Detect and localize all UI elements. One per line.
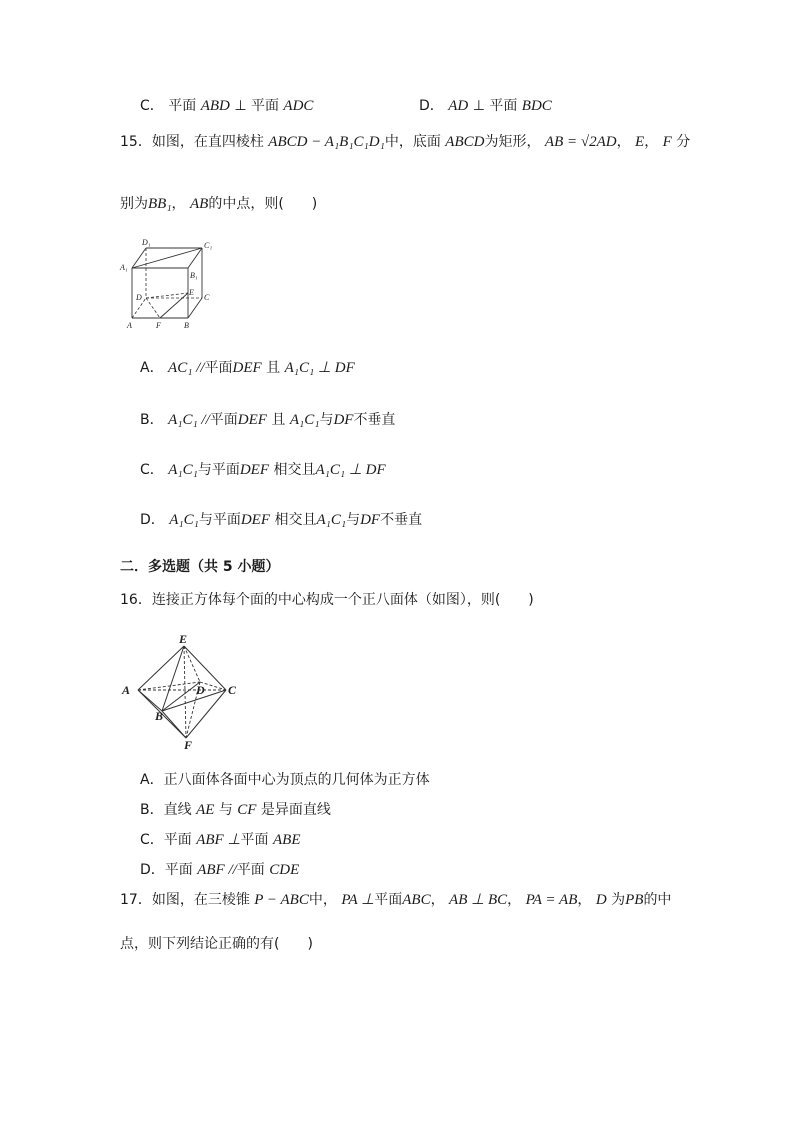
q16-stem <box>120 590 534 610</box>
math-expr: AD <box>448 98 469 114</box>
math-expr: AB ⊥ BC <box>449 892 508 908</box>
stem-text: 为 <box>611 892 626 908</box>
stem-text: 为矩形， <box>484 134 541 150</box>
math-expr: PB <box>625 892 644 908</box>
math-expr: F <box>662 134 672 150</box>
math-expr: P − ABC <box>254 892 309 908</box>
section-heading: 二．多选题（共 5 小题） <box>120 559 280 575</box>
math-expr: ABE <box>273 832 301 848</box>
stem-text: ， <box>430 892 445 908</box>
option-prefix: C． <box>140 462 164 478</box>
q15-stem-line2 <box>120 194 317 214</box>
math-expr: PA ⊥ <box>341 892 375 908</box>
math-expr: ABC <box>402 892 431 908</box>
math-expr: DEF <box>240 512 271 528</box>
option-text: 平面 <box>204 360 233 376</box>
q16-octahedron-figure <box>118 632 248 752</box>
math-expr: ADC <box>283 98 314 114</box>
q15-option-b <box>140 410 395 430</box>
q16-option-d <box>140 860 299 880</box>
label-a: A <box>127 321 132 330</box>
math-expr: ABD <box>200 98 230 114</box>
option-text: 不垂直 <box>380 512 423 528</box>
q15-option-a <box>140 358 355 378</box>
math-expr: ⊥ <box>472 98 485 114</box>
q15-stem-line1 <box>120 132 690 152</box>
question-number: 16． <box>120 592 152 608</box>
math-expr: A₁C₁ <box>289 412 320 428</box>
option-text: 与平面 <box>198 512 241 528</box>
option-prefix: C． <box>140 832 164 848</box>
math-expr: ABF ⊥ <box>196 832 241 848</box>
stem-text: 如图，在三棱锥 <box>151 892 250 908</box>
q15-option-d <box>140 510 422 530</box>
label-e: E <box>179 632 188 646</box>
math-expr: ABCD <box>445 134 485 150</box>
stem-text: 的中 <box>643 892 672 908</box>
stem-text: 分 <box>676 134 691 150</box>
math-expr: AB = √2AD <box>544 134 617 150</box>
label-f: F <box>184 738 193 752</box>
option-text: 且 <box>271 412 286 428</box>
option-text: 平面 <box>209 412 238 428</box>
math-expr: CF <box>237 802 257 818</box>
label-c: C <box>204 293 210 302</box>
question-number: 17． <box>120 892 152 908</box>
math-expr: ⊥ <box>234 98 247 114</box>
math-expr: PA = AB <box>525 892 578 908</box>
math-expr: AB <box>190 196 209 212</box>
q17-stem-line1 <box>120 890 671 910</box>
option-text: 不垂直 <box>353 412 396 428</box>
math-expr: DEF <box>237 412 267 428</box>
math-expr: ABCD − A₁B₁C₁D₁ <box>268 134 385 150</box>
math-expr: E <box>635 134 645 150</box>
option-text: 与 <box>346 512 361 528</box>
math-expr: DF <box>333 412 354 428</box>
option-text: 相交且 <box>274 512 317 528</box>
option-text: 相交且 <box>273 462 316 478</box>
option-text: 平面 <box>163 832 192 848</box>
math-expr: ABF // <box>197 862 237 878</box>
option-text: 且 <box>266 360 281 376</box>
label-a1: A₁ <box>120 263 128 272</box>
option-text: 平面 <box>250 98 279 114</box>
option-text: 平面 <box>164 862 193 878</box>
math-expr: DF <box>360 512 381 528</box>
stem-text: ， <box>644 134 659 150</box>
math-expr: AE <box>196 802 215 818</box>
option-text: 与 <box>319 412 334 428</box>
option-prefix: D． <box>419 98 444 114</box>
option-text: 平面 <box>168 98 197 114</box>
math-expr: BDC <box>521 98 552 114</box>
label-c: C <box>228 683 237 697</box>
option-prefix: A． <box>140 772 164 788</box>
math-expr: A₁C₁ ⊥ DF <box>284 360 355 376</box>
math-expr: DEF <box>232 360 262 376</box>
q17-stem-line2 <box>120 934 313 954</box>
option-text: 直线 <box>163 802 192 818</box>
math-expr: D <box>595 892 607 908</box>
math-expr: BB₁ <box>148 196 172 212</box>
label-b: B <box>184 321 189 330</box>
q15-option-c <box>140 460 386 480</box>
stem-text: ， <box>171 196 186 212</box>
math-expr: A₁C₁ <box>169 512 199 528</box>
label-c1: C₁ <box>204 241 213 250</box>
option-text: 与 <box>218 802 233 818</box>
stem-text: 的中点，则 <box>208 196 279 212</box>
q15-prism-figure <box>118 236 218 330</box>
stem-text: 点，则下列结论正确的有 <box>120 936 274 952</box>
q14-option-c <box>140 96 313 116</box>
stem-text: 中，底面 <box>384 134 441 150</box>
label-d1: D₁ <box>142 238 151 247</box>
math-expr: AC₁ // <box>168 360 205 376</box>
option-text: 平面 <box>236 862 265 878</box>
option-text: 平面 <box>240 832 269 848</box>
answer-paren: ( ) <box>494 592 534 608</box>
math-expr: A₁C₁ <box>168 462 198 478</box>
math-expr: A₁C₁ <box>316 512 347 528</box>
math-expr: A₁C₁ // <box>168 412 210 428</box>
option-prefix: B． <box>140 802 164 818</box>
label-b: B <box>155 709 164 723</box>
label-d: D <box>136 293 142 302</box>
q16-option-b <box>140 800 331 820</box>
option-prefix: D． <box>140 862 165 878</box>
answer-paren: ( ) <box>278 196 318 212</box>
stem-text: ， <box>616 134 631 150</box>
math-expr: DEF <box>239 462 270 478</box>
math-expr: CDE <box>269 862 300 878</box>
option-text: 是异面直线 <box>260 802 331 818</box>
stem-text: 中， <box>308 892 337 908</box>
stem-text: 平面 <box>374 892 403 908</box>
q16-option-c <box>140 830 301 850</box>
math-expr: A₁C₁ ⊥ DF <box>315 462 386 478</box>
option-prefix: B． <box>140 412 164 428</box>
stem-text: 连接正方体每个面的中心构成一个正八面体（如图），则 <box>151 592 495 608</box>
stem-text: ， <box>507 892 522 908</box>
answer-paren: ( ) <box>274 936 313 952</box>
question-number: 15． <box>120 134 152 150</box>
label-b1: B₁ <box>190 271 198 280</box>
label-a: A <box>122 683 131 697</box>
q14-option-d <box>419 96 552 116</box>
option-text: 与平面 <box>197 462 240 478</box>
option-prefix: D． <box>140 512 165 528</box>
label-d: D <box>196 683 205 697</box>
option-text: 平面 <box>489 98 518 114</box>
option-prefix: A． <box>140 360 164 376</box>
stem-text: 如图，在直四棱柱 <box>151 134 264 150</box>
q16-option-a <box>140 770 430 790</box>
option-prefix: C． <box>140 98 164 114</box>
label-e: E <box>189 288 194 297</box>
stem-text: ， <box>577 892 592 908</box>
option-text: 正八面体各面中心为顶点的几何体为正方体 <box>163 772 430 788</box>
stem-text: 别为 <box>120 196 148 212</box>
label-f: F <box>156 321 161 330</box>
